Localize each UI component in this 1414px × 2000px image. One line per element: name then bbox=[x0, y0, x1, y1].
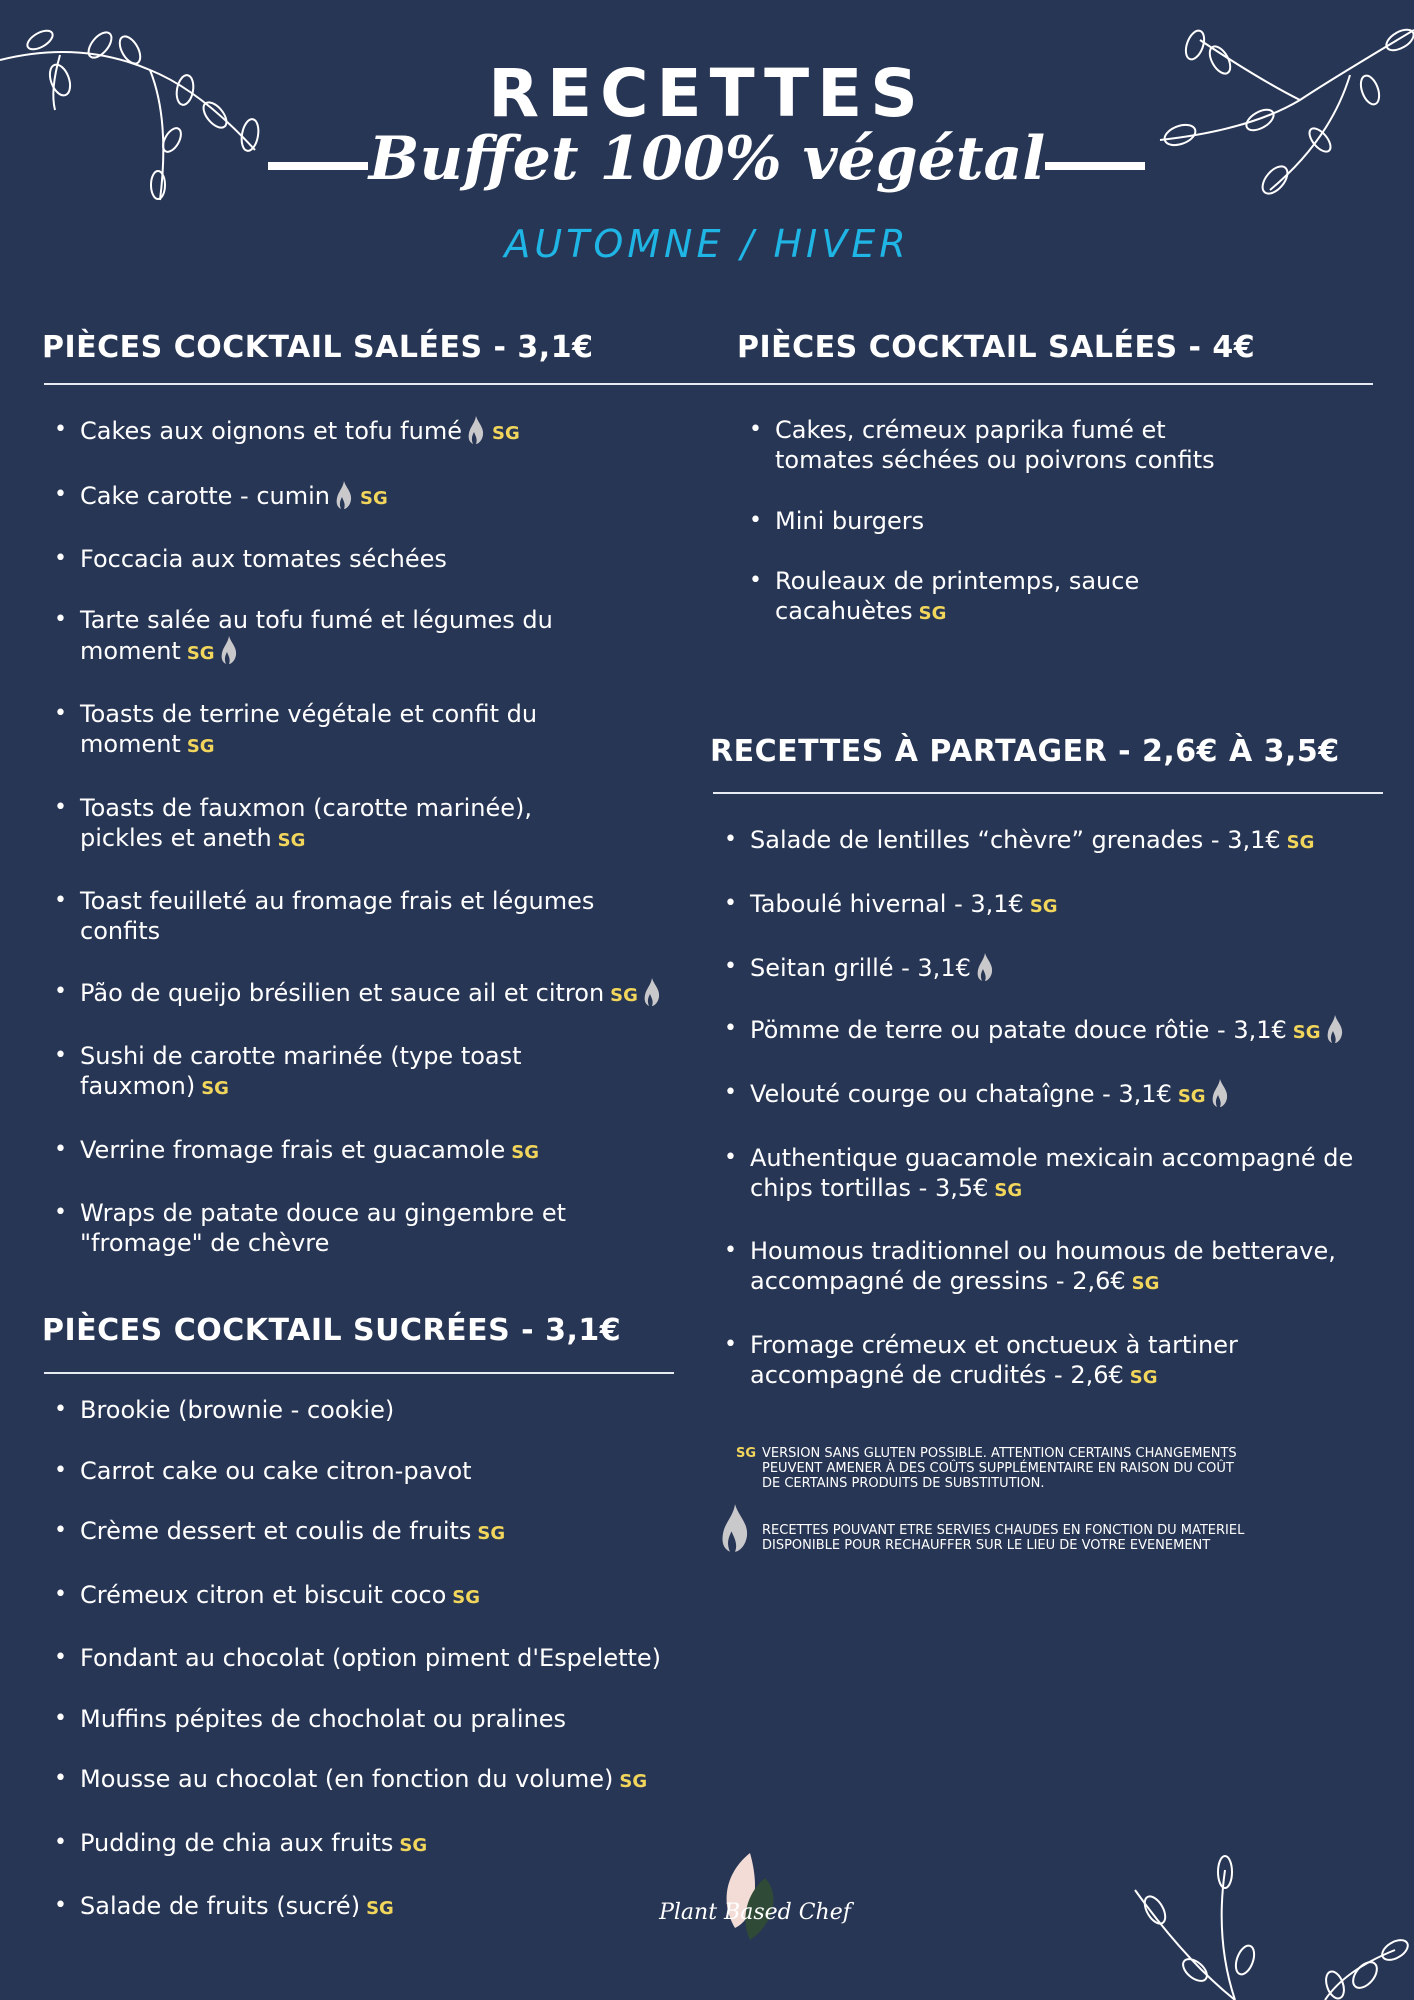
sg-badge: SG bbox=[994, 1179, 1023, 1201]
sg-badge: SG bbox=[1177, 1086, 1206, 1107]
list-item bbox=[40, 544, 700, 574]
flame-icon bbox=[1210, 1078, 1230, 1108]
item-text: • Toasts de fauxmon (carotte marinée), bbox=[80, 793, 532, 822]
list-item bbox=[735, 415, 1355, 475]
item-text: • Rouleaux de printemps, sauce bbox=[775, 567, 1140, 595]
item-text: • Tarte salée au tofu fumé et légumes du bbox=[80, 605, 553, 634]
item-text: • Houmous traditionnel ou houmous de betterave, bbox=[750, 1237, 1336, 1265]
sg-badge: SG bbox=[610, 984, 638, 1006]
list-item bbox=[40, 1704, 720, 1734]
sg-badge: SG bbox=[491, 423, 520, 444]
item-text: moment SG bbox=[80, 730, 215, 758]
sg-badge: SG bbox=[452, 1586, 481, 1608]
leaf-logo-icon bbox=[655, 1848, 855, 1948]
list-item bbox=[710, 1330, 1390, 1393]
sg-badge: SG bbox=[511, 1141, 540, 1163]
item-text: • Seitan grillé - 3,1€ bbox=[750, 952, 1390, 983]
list-item bbox=[710, 1143, 1390, 1206]
page-subtitle: Buffet 100% végétal bbox=[368, 124, 1046, 194]
item-text: • Fromage crémeux et onctueux à tartiner bbox=[750, 1330, 1238, 1359]
list-item bbox=[40, 1516, 720, 1549]
sg-badge: SG bbox=[619, 1771, 648, 1792]
list-item bbox=[40, 1643, 720, 1673]
list-item bbox=[40, 1580, 720, 1613]
item-text: pickles et aneth SG bbox=[80, 823, 306, 852]
item-text: • Brookie (brownie - cookie) bbox=[80, 1396, 395, 1424]
sg-badge: SG bbox=[1292, 1021, 1321, 1043]
list-item bbox=[40, 1456, 720, 1486]
page-title: RECETTES bbox=[488, 55, 926, 132]
sg-badge: SG bbox=[399, 1834, 428, 1856]
list-item bbox=[40, 605, 700, 669]
legend-sg-line: DE CERTAINS PRODUITS DE SUBSTITUTION. bbox=[762, 1476, 1045, 1491]
list-item bbox=[710, 1078, 1390, 1112]
list-item bbox=[40, 977, 700, 1011]
flame-icon bbox=[718, 1500, 752, 1556]
item-text: • Velouté courge ou chataîgne - 3,1€ SG bbox=[750, 1078, 1390, 1112]
sg-badge: SG bbox=[366, 1898, 394, 1919]
legend-sg-line: PEUVENT AMENER À DES COÛTS SUPPLÉMENTAIRE EN RAISON DU COÛT bbox=[762, 1461, 1234, 1476]
list-item bbox=[40, 1395, 720, 1425]
item-text: • Crème dessert et coulis de fruits SG bbox=[80, 1517, 506, 1545]
list-item bbox=[40, 1041, 700, 1104]
legend-sg-line: VERSION SANS GLUTEN POSSIBLE. ATTENTION CERTAINS CHANGEMENTS bbox=[762, 1446, 1237, 1461]
list-item bbox=[40, 699, 700, 762]
list-item bbox=[40, 1135, 700, 1168]
item-text: • Mini burgers bbox=[775, 506, 925, 535]
item-text: • Cake carotte - cumin SG bbox=[80, 481, 388, 510]
item-text: moment SG bbox=[80, 635, 700, 669]
section-title-salees-4: PIÈCES COCKTAIL SALÉES - 4€ bbox=[737, 330, 1256, 365]
list-sucrees bbox=[40, 1395, 720, 1955]
item-text: • Cakes, crémeux paprika fumé et bbox=[775, 416, 1166, 444]
item-text: accompagné de gressins - 2,6€ SG bbox=[750, 1267, 1160, 1295]
list-item bbox=[40, 415, 700, 449]
list-item bbox=[735, 566, 1355, 629]
list-partager bbox=[710, 825, 1390, 1423]
sg-badge: SG bbox=[1286, 832, 1315, 853]
item-text: • Sushi de carotte marinée (type toast bbox=[80, 1042, 522, 1070]
item-text: • Pömme de terre ou patate douce rôtie - 3,1€ SG bbox=[750, 1014, 1390, 1048]
item-text: • Pão de queijo brésilien et sauce ail et citron SG bbox=[80, 977, 700, 1011]
list-item bbox=[710, 889, 1390, 922]
sg-badge: SG bbox=[736, 1446, 757, 1461]
item-text: • Carrot cake ou cake citron-pavot bbox=[80, 1456, 472, 1485]
item-text: chips tortillas - 3,5€ SG bbox=[750, 1173, 1023, 1202]
section-rule bbox=[44, 1372, 674, 1374]
item-text: accompagné de crudités - 2,6€ SG bbox=[750, 1360, 1158, 1389]
list-item bbox=[40, 1828, 720, 1861]
item-text: • Wraps de patate douce au gingembre et bbox=[80, 1199, 566, 1227]
list-item bbox=[710, 825, 1390, 858]
legend-flame-line: RECETTES POUVANT ETRE SERVIES CHAUDES EN FONCTION DU MATERIEL bbox=[762, 1523, 1245, 1538]
sg-badge: SG bbox=[477, 1523, 506, 1544]
list-item bbox=[40, 1891, 720, 1924]
sg-badge: SG bbox=[918, 603, 947, 624]
legend-flame bbox=[762, 1523, 1362, 1553]
item-text: • Salade de lentilles “chèvre” grenades - 3,1€ SG bbox=[750, 826, 1315, 854]
list-item bbox=[710, 952, 1390, 983]
item-text: • Mousse au chocolat (en fonction du volume) SG bbox=[80, 1765, 648, 1793]
item-text: • Muffins pépites de chocholat ou pralines bbox=[80, 1704, 567, 1733]
item-text: • Crémeux citron et biscuit coco SG bbox=[80, 1580, 481, 1609]
section-rule bbox=[44, 383, 804, 385]
item-text: • Authentique guacamole mexicain accompagné de bbox=[750, 1143, 1354, 1172]
list-item bbox=[710, 1014, 1390, 1048]
legend-flame-line: DISPONIBLE POUR RECHAUFFER SUR LE LIEU DE VOTRE EVENEMENT bbox=[762, 1538, 1211, 1553]
sg-badge: SG bbox=[277, 829, 306, 851]
sg-badge: SG bbox=[1129, 1366, 1158, 1388]
list-item bbox=[40, 480, 700, 514]
sg-badge: SG bbox=[1029, 895, 1058, 917]
legend-sg bbox=[736, 1446, 1336, 1491]
flame-icon bbox=[334, 480, 354, 510]
section-rule bbox=[713, 792, 1383, 794]
logo-text: Plant Based Chef bbox=[659, 1900, 851, 1925]
item-text: • Salade de fruits (sucré) SG bbox=[80, 1892, 394, 1920]
branch-bottom-right-icon bbox=[1125, 1850, 1414, 2000]
section-rule bbox=[737, 383, 1373, 385]
item-text: confits bbox=[80, 917, 161, 945]
season-label: AUTOMNE / HIVER bbox=[504, 222, 910, 266]
item-text: • Cakes aux oignons et tofu fumé SG bbox=[80, 417, 520, 445]
item-text: • Toasts de terrine végétale et confit du bbox=[80, 700, 538, 728]
section-title-sucrees: PIÈCES COCKTAIL SUCRÉES - 3,1€ bbox=[42, 1313, 622, 1348]
item-text: cacahuètes SG bbox=[775, 597, 947, 625]
list-salees-31 bbox=[40, 415, 700, 1289]
item-text: "fromage" de chèvre bbox=[80, 1229, 330, 1257]
section-title-salees-31: PIÈCES COCKTAIL SALÉES - 3,1€ bbox=[42, 330, 594, 365]
flame-icon bbox=[219, 635, 239, 665]
list-item bbox=[735, 506, 1355, 536]
flame-icon bbox=[1325, 1014, 1345, 1044]
list-item bbox=[40, 1764, 720, 1797]
sg-badge: SG bbox=[201, 1078, 229, 1099]
item-text: • Fondant au chocolat (option piment d'Espelette) bbox=[80, 1644, 662, 1672]
flame-icon bbox=[642, 977, 662, 1007]
list-item bbox=[710, 1236, 1390, 1299]
item-text: • Taboulé hivernal - 3,1€ SG bbox=[750, 889, 1058, 918]
sg-badge: SG bbox=[360, 487, 388, 509]
list-salees-4 bbox=[735, 415, 1355, 660]
item-text: fauxmon) SG bbox=[80, 1072, 229, 1100]
sg-badge: SG bbox=[186, 736, 215, 757]
flame-icon bbox=[975, 952, 995, 982]
item-text: • Pudding de chia aux fruits SG bbox=[80, 1828, 428, 1857]
list-item bbox=[40, 1198, 700, 1258]
item-text: tomates séchées ou poivrons confits bbox=[775, 446, 1215, 474]
item-text: • Verrine fromage frais et guacamole SG bbox=[80, 1135, 540, 1164]
sg-badge: SG bbox=[1131, 1273, 1160, 1294]
flame-icon bbox=[466, 415, 486, 445]
list-item bbox=[40, 886, 700, 946]
sg-badge: SG bbox=[186, 642, 215, 664]
item-text: • Foccacia aux tomates séchées bbox=[80, 545, 447, 573]
section-title-partager: RECETTES À PARTAGER - 2,6€ À 3,5€ bbox=[710, 734, 1340, 769]
item-text: • Toast feuilleté au fromage frais et légumes bbox=[80, 887, 595, 915]
list-item bbox=[40, 793, 700, 856]
